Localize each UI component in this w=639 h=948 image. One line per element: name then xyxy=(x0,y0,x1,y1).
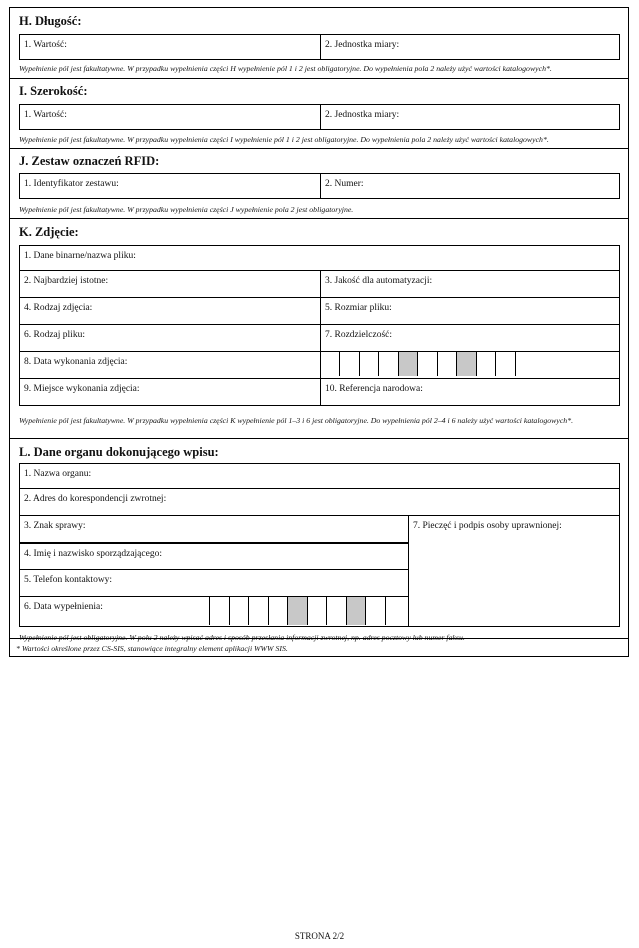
section-h xyxy=(10,8,628,78)
fill-date-boxes[interactable] xyxy=(209,597,404,625)
date-digit-box[interactable] xyxy=(229,597,249,625)
image-file-field[interactable]: 1. Dane binarne/nazwa pliku: xyxy=(24,251,136,261)
section-k-row-6 xyxy=(19,379,620,406)
section-h-note: Wypełnienie pól jest fakultatywne. W przypadku wypełnienia części H wypełnienie pól 1 i 2 jest obligatoryjne. Do wypełnienia pola 2 należy użyć wartości katalogowych*. xyxy=(19,64,552,73)
resolution-field[interactable]: 7. Rozdzielczość: xyxy=(325,330,393,340)
footnote-section xyxy=(10,638,628,656)
section-i-note: Wypełnienie pól jest fakultatywne. W przypadku wypełnienia części I wypełnienie pól 1 i 2 jest obligatoryjne. Do wypełnienia pola 2 należy użyć wartości katalogowych*. xyxy=(19,135,549,144)
return-address-field[interactable]: 2. Adres do korespondencji zwrotnej: xyxy=(24,494,167,504)
section-j-note: Wypełnienie pól jest fakultatywne. W przypadku wypełnienia części J wypełnienie pola 2 jest obligatoryjne. xyxy=(19,205,354,214)
section-k-row-2 xyxy=(19,271,620,298)
section-k-row-1 xyxy=(19,245,620,271)
section-l-row-4 xyxy=(19,543,409,570)
contact-phone-field[interactable]: 5. Telefon kontaktowy: xyxy=(24,575,113,585)
section-j xyxy=(10,148,628,218)
preparer-name-field[interactable]: 4. Imię i nazwisko sporządzającego: xyxy=(24,549,162,559)
date-digit-box[interactable] xyxy=(248,597,268,625)
section-l-note: Wypełnienie pól jest obligatoryjne. W polu 2 należy wpisać adres i sposób przesłania informacji zwrotnej, np. adres pocztowy lub numer faksu. xyxy=(19,633,465,642)
length-unit-field[interactable]: 2. Jednostka miary: xyxy=(325,40,400,50)
file-type-field[interactable]: 6. Rodzaj pliku: xyxy=(24,330,85,340)
section-l-row-3 xyxy=(19,516,409,543)
rfid-number-field[interactable]: 2. Numer: xyxy=(325,179,364,189)
width-unit-field[interactable]: 2. Jednostka miary: xyxy=(325,110,400,120)
date-digit-box[interactable] xyxy=(209,597,229,625)
section-k-note: Wypełnienie pól jest fakultatywne. W przypadku wypełnienia części K wypełnienie pól 1–3 i 6 jest obligatoryjne. Do wypełnienia pól 2–4 i 6 należy użyć wartości katalogowych*. xyxy=(19,416,574,425)
date-digit-box[interactable] xyxy=(378,352,398,376)
date-separator-box xyxy=(456,352,476,376)
rfid-set-id-field[interactable]: 1. Identyfikator zestawu: xyxy=(24,179,119,189)
date-digit-box[interactable] xyxy=(476,352,496,376)
authority-name-field[interactable]: 1. Nazwa organu: xyxy=(24,469,92,479)
section-l-row-2 xyxy=(19,489,620,516)
section-j-row xyxy=(19,173,620,199)
date-digit-box[interactable] xyxy=(417,352,437,376)
section-i-row xyxy=(19,104,620,130)
section-l-row-1 xyxy=(19,463,620,489)
photo-date-label: 8. Data wykonania zdjęcia: xyxy=(24,357,128,367)
section-h-row xyxy=(19,34,620,60)
file-size-field[interactable]: 5. Rozmiar pliku: xyxy=(325,303,392,313)
stamp-signature-label: 7. Pieczęć i podpis osoby uprawnionej: xyxy=(413,521,562,531)
form-frame xyxy=(9,7,629,657)
date-digit-box[interactable] xyxy=(339,352,359,376)
section-l-row-5 xyxy=(19,570,409,597)
date-digit-box[interactable] xyxy=(268,597,288,625)
fill-date-label: 6. Data wypełnienia: xyxy=(24,602,103,612)
section-k xyxy=(10,218,628,438)
national-reference-field[interactable]: 10. Referencja narodowa: xyxy=(325,384,423,394)
date-digit-box[interactable] xyxy=(307,597,327,625)
page-number: STRONA 2/2 xyxy=(294,931,345,941)
automation-quality-field[interactable]: 3. Jakość dla automatyzacji: xyxy=(325,276,433,286)
date-digit-box[interactable] xyxy=(385,597,405,625)
section-l-row-6 xyxy=(19,597,409,627)
section-k-row-4 xyxy=(19,325,620,352)
date-separator-box xyxy=(346,597,366,625)
stamp-signature-box[interactable] xyxy=(408,516,620,627)
divider xyxy=(320,352,321,378)
date-separator-box xyxy=(398,352,418,376)
photo-date-boxes[interactable] xyxy=(339,352,516,376)
footnote: * Wartości określone przez CS-SIS, stanowiące integralny element aplikacji WWW SIS. xyxy=(16,644,288,653)
section-h-title: H. Długość: xyxy=(19,14,82,28)
case-number-field[interactable]: 3. Znak sprawy: xyxy=(24,521,86,531)
date-digit-box[interactable] xyxy=(326,597,346,625)
photo-place-field[interactable]: 9. Miejsce wykonania zdjęcia: xyxy=(24,384,140,394)
section-l-title: L. Dane organu dokonującego wpisu: xyxy=(19,445,219,459)
date-box-end xyxy=(515,352,516,376)
section-k-title: K. Zdjęcie: xyxy=(19,225,79,239)
date-digit-box[interactable] xyxy=(365,597,385,625)
date-digit-box[interactable] xyxy=(359,352,379,376)
section-j-title: J. Zestaw oznaczeń RFID: xyxy=(19,154,160,168)
image-type-field[interactable]: 4. Rodzaj zdjęcia: xyxy=(24,303,93,313)
most-relevant-field[interactable]: 2. Najbardziej istotne: xyxy=(24,276,109,286)
date-digit-box[interactable] xyxy=(437,352,457,376)
section-i-title: I. Szerokość: xyxy=(19,84,88,98)
section-k-row-5 xyxy=(19,352,620,379)
length-value-field[interactable]: 1. Wartość: xyxy=(24,40,67,50)
section-i xyxy=(10,78,628,148)
section-l xyxy=(10,438,628,642)
date-digit-box[interactable] xyxy=(495,352,515,376)
width-value-field[interactable]: 1. Wartość: xyxy=(24,110,67,120)
section-k-row-3 xyxy=(19,298,620,325)
date-separator-box xyxy=(287,597,307,625)
